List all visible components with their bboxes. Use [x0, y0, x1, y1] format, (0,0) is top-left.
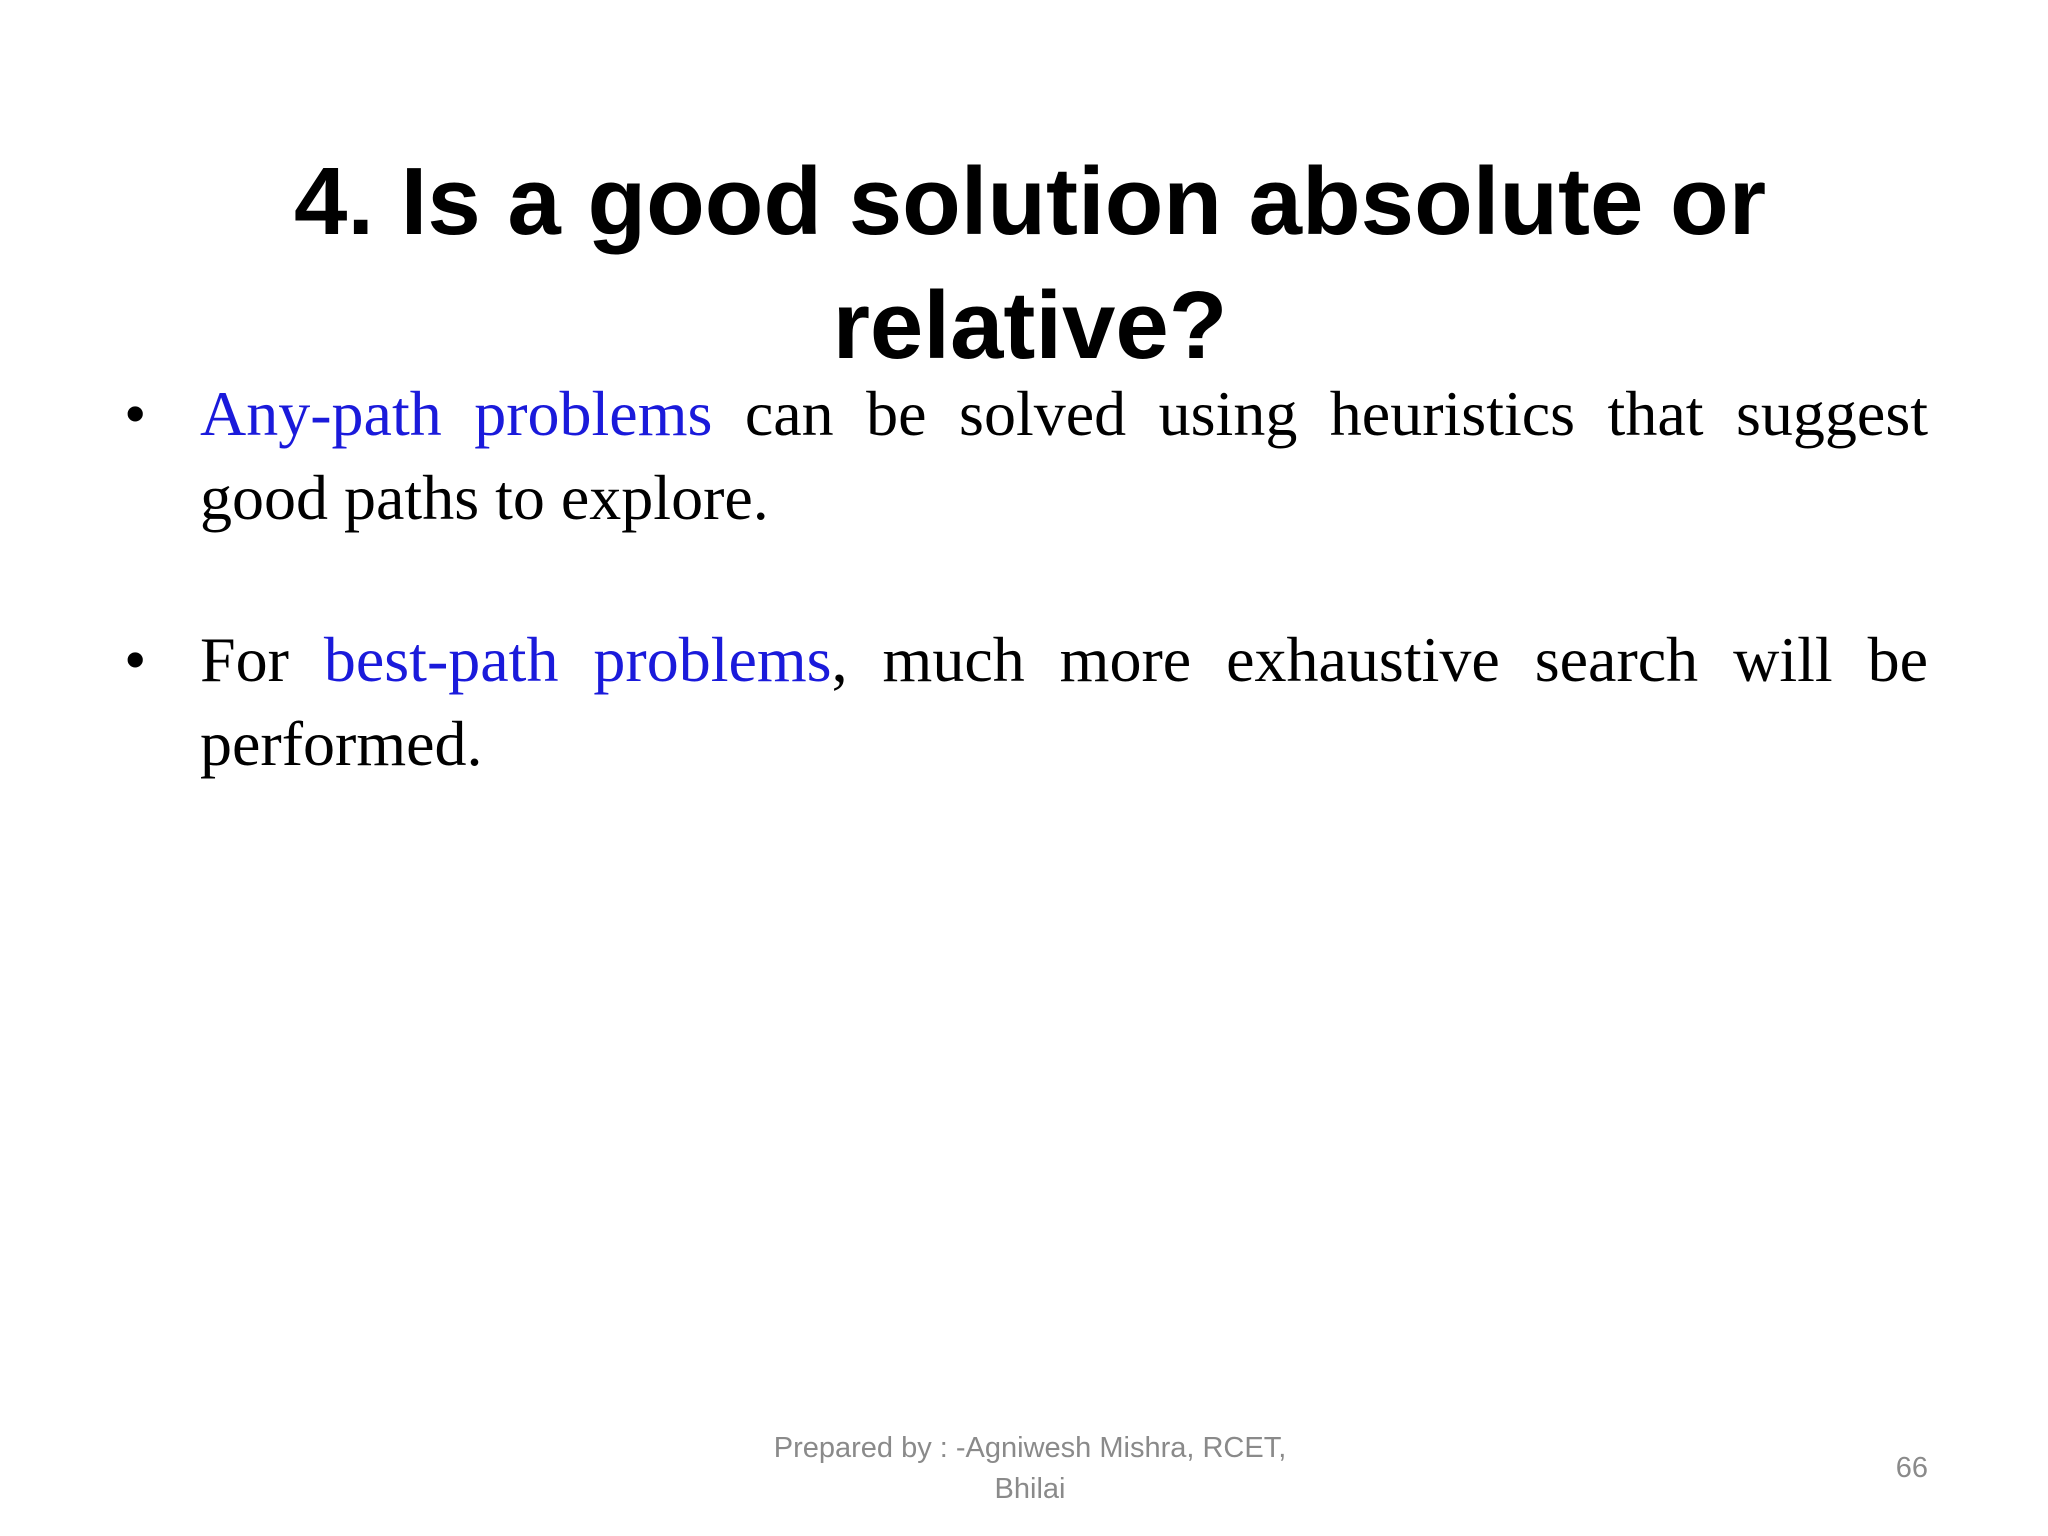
page-number: 66: [1895, 1452, 1928, 1484]
bullet-highlight: best-path problems: [323, 624, 832, 695]
footer-line-1: Prepared by : -Agniwesh Mishra, RCET,: [773, 1432, 1287, 1464]
bullet-text: , much more exhaustive search will be performed.: [200, 624, 1929, 779]
bullet-item-best-path: [110, 618, 1928, 786]
bullet-highlight: Any-path problems: [200, 378, 713, 449]
bullet-text: can be solved using heuristics that suggest good paths to explore.: [200, 378, 1929, 533]
bullet-prefix: For: [200, 624, 324, 695]
footer-credit: [720, 1428, 1340, 1510]
bullet-item-any-path: [110, 372, 1928, 540]
slide-title: 4. Is a good solution absolute or relative?: [293, 148, 1767, 379]
bullet-marker: •: [124, 624, 147, 695]
bullet-marker: •: [124, 378, 147, 449]
footer-line-2: Bhilai: [994, 1473, 1066, 1505]
bullet-list: [110, 372, 1928, 786]
